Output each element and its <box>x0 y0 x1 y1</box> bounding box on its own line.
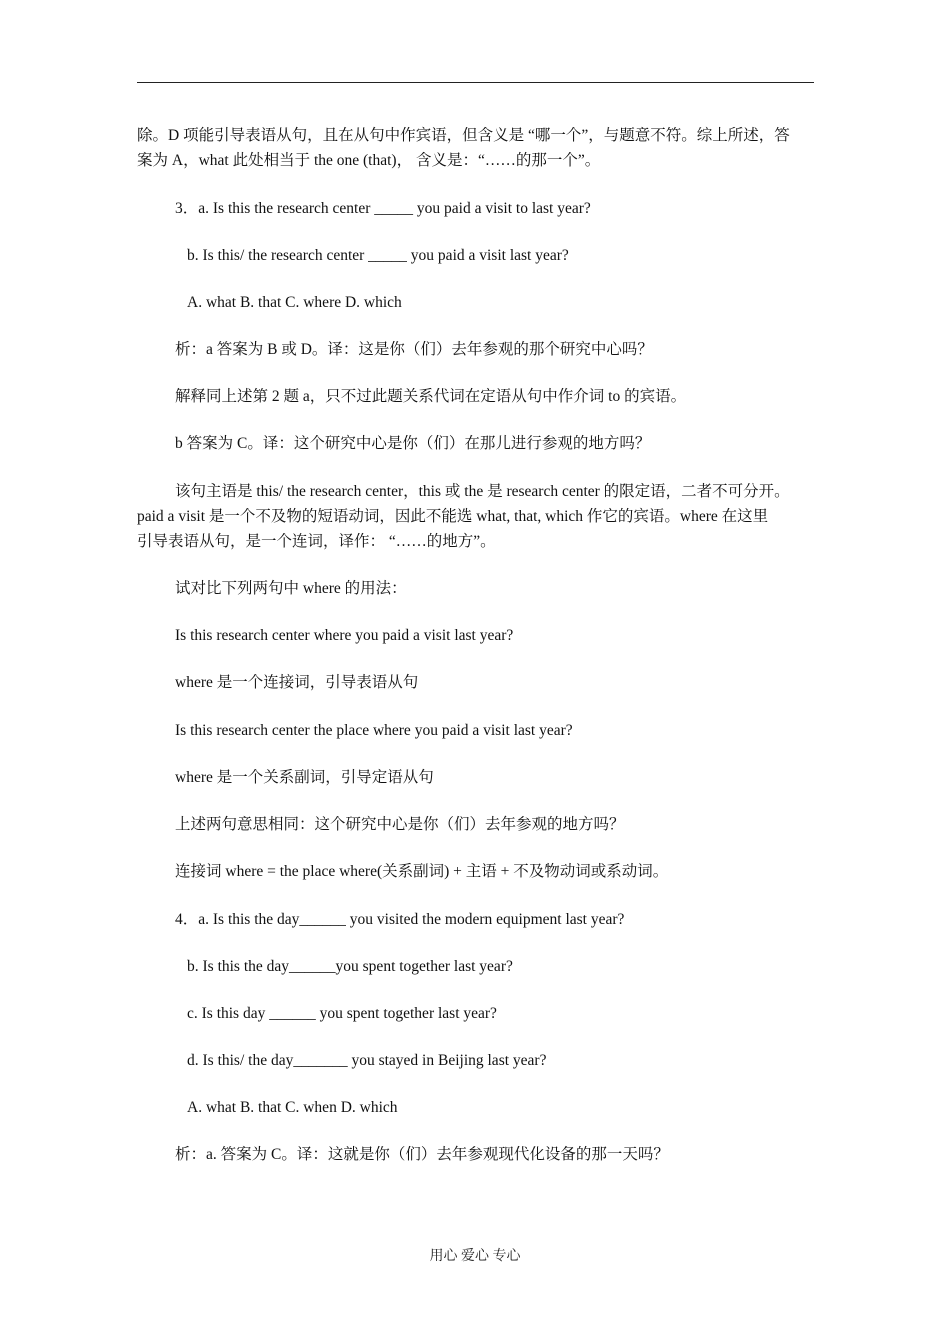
analysis-3a: 析：a 答案为 B 或 D。译：这是你（们）去年参观的那个研究中心吗？ <box>175 341 653 358</box>
example-sentence: Is this research center where you paid a visit last year? <box>175 627 514 644</box>
text-line: 引导表语从句，是一个连词，译作： “……的地方”。 <box>137 533 496 550</box>
text-line: paid a visit 是一个不及物的短语动词，因此不能选 what, that, which 作它的宾语。where 在这里 <box>137 508 769 525</box>
example-sentence: Is this research center the place where you paid a visit last year? <box>175 722 573 739</box>
options-3: A. what B. that C. where D. which <box>187 294 402 311</box>
text-line: 案为 A，what 此处相当于 the one (that)， 含义是：“……的那一个”。 <box>137 152 601 169</box>
text-line: 该句主语是 this/ the research center，this 或 the 是 research center 的限定语，二者不可分开。 <box>175 483 790 500</box>
question-4a: 4．a. Is this the day______ you visited the modern equipment last year? <box>175 911 625 928</box>
text-line: where 是一个关系副词，引导定语从句 <box>175 769 434 786</box>
question-4b: b. Is this the day______you spent together last year? <box>187 958 513 975</box>
page-footer: 用心 爱心 专心 <box>429 1249 521 1264</box>
text-line: 试对比下列两句中 where 的用法： <box>175 580 407 597</box>
question-3b: b. Is this/ the research center _____ you paid a visit last year? <box>187 247 569 264</box>
text-line: where 是一个连接词，引导表语从句 <box>175 674 419 691</box>
text-line: 除。D 项能引导表语从句，且在从句中作宾语，但含义是 “哪一个”，与题意不符。综上所述，答 <box>137 127 790 144</box>
header-rule <box>137 82 814 83</box>
question-3a: 3．a. Is this the research center _____ you paid a visit to last year? <box>175 200 591 217</box>
text-line: 解释同上述第 2 题 a，只不过此题关系代词在定语从句中作介词 to 的宾语。 <box>175 388 687 405</box>
text-line: 上述两句意思相同：这个研究中心是你（们）去年参观的地方吗？ <box>175 816 625 833</box>
options-4: A. what B. that C. when D. which <box>187 1099 398 1116</box>
analysis-4a: 析：a. 答案为 C。译：这就是你（们）去年参观现代化设备的那一天吗？ <box>175 1146 669 1163</box>
text-line: 连接词 where = the place where(关系副词) + 主语 + 不及物动词或系动词。 <box>175 863 669 880</box>
analysis-3b: b 答案为 C。译：这个研究中心是你（们）在那儿进行参观的地方吗？ <box>175 435 651 452</box>
question-4d: d. Is this/ the day_______ you stayed in Beijing last year? <box>187 1052 547 1069</box>
question-4c: c. Is this day ______ you spent together last year? <box>187 1005 497 1022</box>
